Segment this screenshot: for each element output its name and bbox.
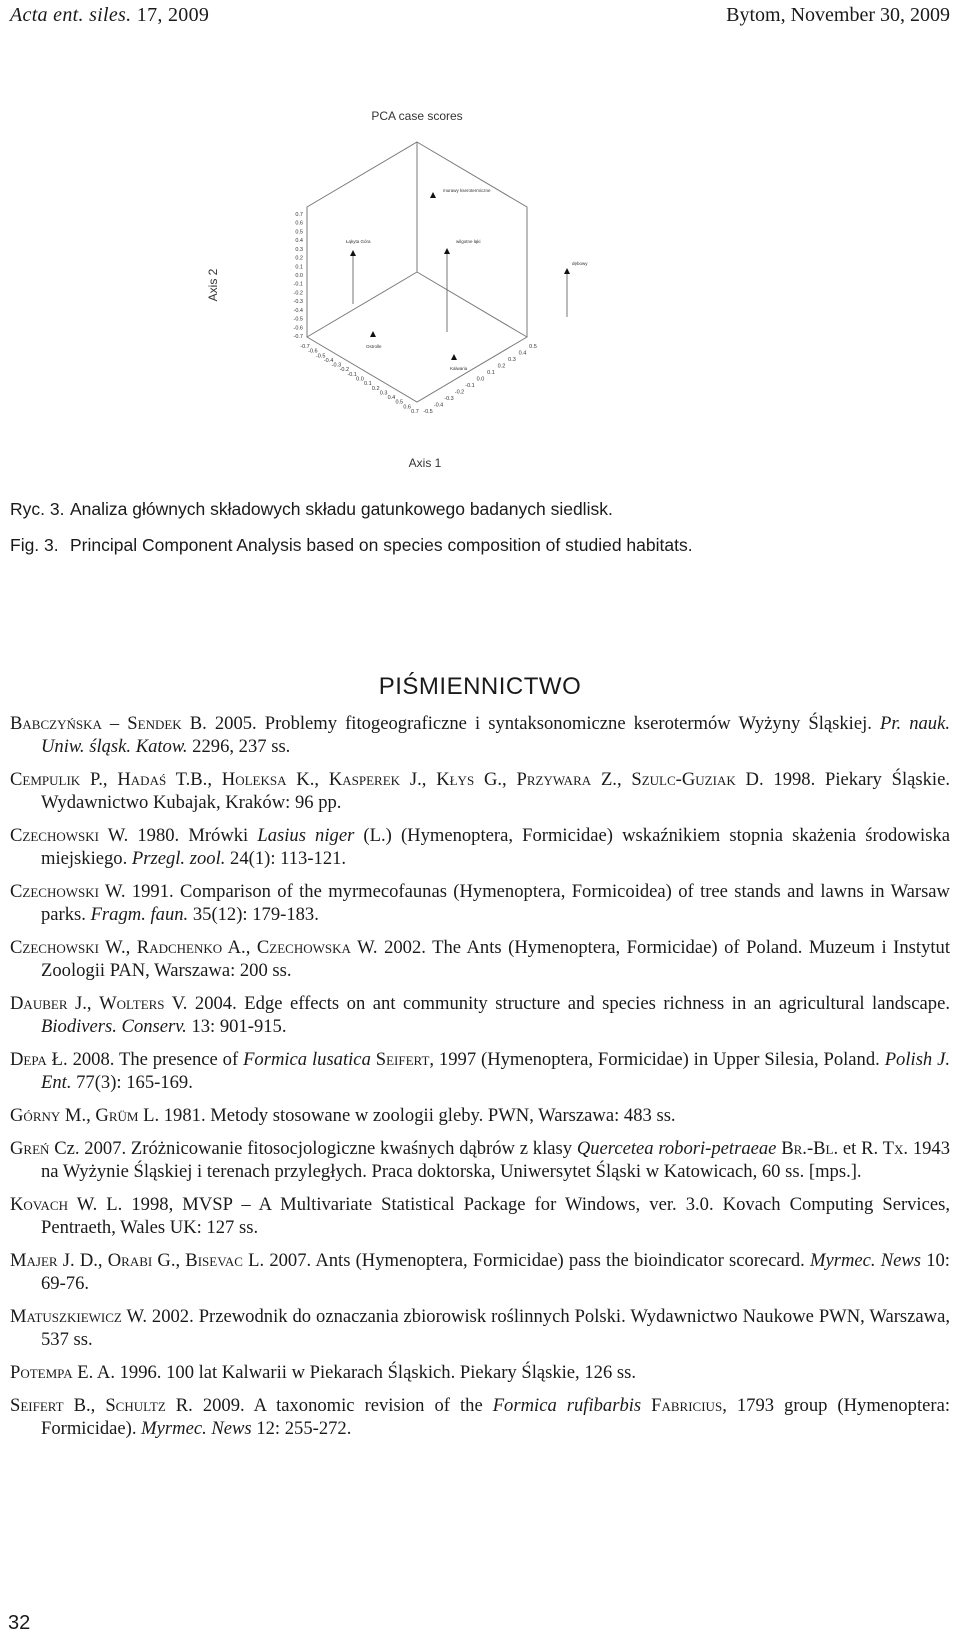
vertical-tick-labels [294, 212, 303, 340]
ref-text: T.B., [166, 769, 222, 790]
tick-label: 0.5 [295, 229, 303, 236]
ref-text: B. 2005. Problemy fitogeograficzne i syntaksonomiczne kserotermów Wyżyny Śląskiej. [181, 713, 880, 734]
reference-item [10, 936, 950, 982]
ref-text: J. D., [57, 1250, 108, 1271]
ref-text: 1943 na Wyżynie Śląskiej i terenach przyległych. Praca doktorska, Uniwersytet Śląski w Katowicach, 60 ss. [mps.]. [41, 1138, 951, 1182]
caption-pl-label: Ryc. 3. [10, 499, 65, 519]
ref-author: Matuszkiewicz [10, 1306, 122, 1327]
ref-text: D. 1998. Piekary Śląskie. Wydawnictwo Kubajak, Kraków: 96 pp. [41, 769, 950, 813]
ref-author: Babczyńska [10, 713, 102, 734]
tick-label: 0.4 [518, 350, 527, 357]
ref-author: Radchenko [136, 937, 223, 958]
caption-en-label: Fig. 3. [10, 535, 59, 555]
tick-label: 0.4 [387, 395, 396, 402]
tick-label: 0.6 [295, 220, 303, 227]
ref-italic: Biodivers. Conserv. [41, 1016, 187, 1037]
ref-author: Szulc-Guziak [631, 769, 736, 790]
ref-text: , 1793 group (Hymenoptera: Formicidae). [41, 1395, 950, 1439]
tick-label: 0.2 [497, 363, 506, 370]
tick-label: -0.2 [454, 389, 465, 396]
ref-author: Czechowski [10, 825, 99, 846]
reference-list [10, 712, 950, 1450]
ref-text: 24(1): 113-121. [225, 848, 347, 869]
ref-text: et [838, 1138, 862, 1159]
tick-label: 0.7 [411, 409, 419, 415]
tick-label: 0.1 [364, 381, 372, 388]
tick-label: 0.4 [295, 238, 303, 245]
ref-text: (L.) (Hymenoptera, Formicidae) wskaźnikiem stopnia skażenia środowiska miejskiego. [41, 825, 950, 869]
ref-text: W. 2002. The Ants (Hymenoptera, Formicidae) of Poland. Muzeum i Instytut Zoologii PAN, Warszawa: 200 ss. [41, 937, 950, 981]
ref-text: G., [474, 769, 517, 790]
right-floor-tick-labels [423, 344, 537, 415]
ref-author: Holeksa [221, 769, 287, 790]
tick-label: -0.1 [465, 383, 475, 389]
ref-author: Przywara [516, 769, 592, 790]
ref-text: Z., [591, 769, 632, 790]
ref-text: W. 1991. Comparison of the myrmecofaunas (Hymenoptera, Formicoidea) of tree stands and lawns in Warsaw parks. [41, 881, 950, 925]
tick-label: -0.6 [308, 348, 318, 355]
figure-title: PCA case scores [371, 109, 463, 123]
ref-author: Depa [10, 1049, 47, 1070]
reference-item [10, 1249, 950, 1295]
ref-author: R. Tx. [861, 1138, 909, 1159]
caption-pl-text: Analiza głównych składowych składu gatunkowego badanych siedlisk. [70, 499, 613, 519]
tick-label: -0.2 [339, 367, 350, 374]
score-marker [451, 354, 457, 360]
ref-text: W. 2002. Przewodnik do oznaczania zbiorowisk roślinnych Polski. Wydawnictwo Naukowe PWN, Warszawa, 537 ss. [41, 1306, 950, 1350]
ref-author: Seifert [10, 1395, 64, 1416]
score-label: Ostrolle [366, 344, 382, 349]
score-marker [444, 248, 450, 254]
tick-label: 0.0 [356, 376, 364, 383]
ref-italic: Polish J. Ent. [41, 1049, 951, 1093]
publication-date: Bytom, November 30, 2009 [726, 4, 950, 26]
ref-text: E. A. 1996. 100 lat Kalwarii w Piekarach Śląskich. Piekary Śląskie, 126 ss. [72, 1362, 637, 1383]
ref-text: L. 2007. Ants (Hymenoptera, Formicidae) pass the bioindicator scorecard. [242, 1250, 811, 1271]
journal-volume: 17, 2009 [136, 4, 210, 26]
ref-text: 2296, 237 ss. [187, 736, 291, 757]
tick-label: 0.2 [371, 385, 380, 392]
reference-item [10, 1048, 950, 1094]
reference-item [10, 712, 950, 758]
tick-label: -0.3 [293, 299, 303, 306]
ref-author: Majer [10, 1250, 58, 1271]
tick-label: -0.1 [347, 371, 357, 378]
journal-citation [10, 4, 209, 27]
ref-author: Fabricius [651, 1395, 723, 1416]
ref-author: Wolters [99, 993, 165, 1014]
reference-item [10, 992, 950, 1038]
ref-text: L. 1981. Metody stosowane w zoologii gleby. PWN, Warszawa: 483 ss. [138, 1105, 676, 1126]
ref-author: Kłys [436, 769, 475, 790]
tick-label: 0.6 [403, 404, 411, 411]
score-marker [370, 331, 376, 337]
ref-author: Bisevac [185, 1250, 243, 1271]
reference-item [10, 1394, 950, 1440]
tick-label: -0.4 [433, 402, 444, 409]
ref-text: W. 1980. Mrówki [98, 825, 258, 846]
ref-italic: Myrmec. News [141, 1418, 252, 1439]
ref-text: J., [67, 993, 100, 1014]
ref-italic: Formica lusatica [243, 1049, 371, 1070]
tick-label: -0.7 [293, 334, 303, 340]
ref-italic: Myrmec. News [810, 1250, 922, 1271]
caption-en [10, 535, 693, 556]
ref-italic: Formica rufibarbis [492, 1395, 642, 1416]
ref-italic: Pr. nauk. Uniw. śląsk. Katow. [41, 713, 951, 757]
ref-text: 13: 901-915. [186, 1016, 287, 1037]
cube-edge [307, 272, 417, 337]
tick-label: -0.2 [293, 290, 303, 297]
axis2-label: Axis 2 [206, 268, 220, 302]
tick-label: -0.3 [444, 396, 454, 402]
score-label: wilgotne łąki [456, 239, 481, 244]
ref-author: Czechowski [10, 881, 99, 902]
ref-text: A., [222, 937, 257, 958]
ref-text: Cz. 2007. Zróżnicowanie fitosocjologiczne kwaśnych dąbrów z klasy [49, 1138, 577, 1159]
tick-label: -0.5 [293, 316, 303, 323]
ref-text: 12: 255-272. [251, 1418, 352, 1439]
reference-item [10, 1305, 950, 1351]
tick-label: 0.1 [295, 264, 303, 271]
tick-label: 0.7 [295, 212, 303, 218]
ref-author: Orabi [107, 1250, 153, 1271]
tick-label: 0.5 [395, 399, 404, 406]
ref-text: V. 2004. Edge effects on ant community structure and species richness in an agricultural landscape. [164, 993, 950, 1014]
tick-label: -0.4 [323, 357, 334, 364]
score-label: dębowy [572, 261, 588, 266]
score-label: Łąkyta Góra [346, 239, 371, 244]
reference-item [10, 1361, 950, 1384]
tick-label: -0.6 [293, 325, 303, 332]
ref-text: , 1997 (Hymenoptera, Formicidae) in Upper Silesia, Poland. [429, 1049, 885, 1070]
ref-text: – [101, 713, 128, 734]
pca-figure [190, 100, 660, 500]
ref-author: Czechowski [10, 937, 99, 958]
ref-author: Greń [10, 1138, 50, 1159]
ref-author: Kovach [10, 1194, 68, 1215]
ref-author: Dauber [10, 993, 68, 1014]
ref-text: R. 2009. A taxonomic revision of the [165, 1395, 493, 1416]
ref-text: W., [98, 937, 137, 958]
section-title: PIŚMIENNICTWO [378, 673, 582, 700]
ref-text: W. L. 1998, MVSP – A Multivariate Statistical Package for Windows, ver. 3.0. Kovach Computing Services, Pentraeth, Wales UK: 127 ss. [41, 1194, 950, 1238]
tick-label: 0.3 [508, 357, 516, 363]
ref-text: B., [63, 1395, 106, 1416]
tick-label: -0.3 [331, 362, 342, 369]
ref-author: Górny [10, 1105, 61, 1126]
tick-label: -0.4 [293, 307, 303, 314]
caption-en-text: Principal Component Analysis based on species composition of studied habitats. [70, 535, 693, 555]
ref-author: Br.-Bl. [781, 1138, 839, 1159]
score-marker [564, 268, 570, 274]
ref-text: M., [60, 1105, 96, 1126]
tick-label: 0.2 [295, 255, 303, 262]
tick-label: -0.5 [315, 353, 326, 360]
ref-author: Seifert [375, 1049, 430, 1070]
ref-author: Kasperek [328, 769, 401, 790]
ref-text: Ł. 2008. The presence of [46, 1049, 244, 1070]
score-label: Kalwaria [450, 366, 468, 371]
score-marker [430, 192, 436, 198]
ref-italic: Quercetea robori-petraeae [576, 1138, 777, 1159]
ref-text [641, 1395, 651, 1416]
axis1-label: Axis 1 [408, 456, 442, 470]
reference-item [10, 824, 950, 870]
reference-item [10, 880, 950, 926]
tick-label: 0.3 [295, 246, 303, 253]
left-floor-tick-labels [300, 344, 419, 415]
reference-item [10, 1193, 950, 1239]
tick-label: 0.5 [529, 344, 537, 350]
page-number: 32 [8, 1612, 31, 1634]
ref-author: Sendek [127, 713, 182, 734]
ref-text: 10: 69-76. [41, 1250, 950, 1294]
reference-item [10, 1137, 950, 1183]
ref-text: P., [80, 769, 118, 790]
reference-item [10, 768, 950, 814]
tick-label: -0.7 [300, 344, 310, 350]
ref-text: G., [152, 1250, 186, 1271]
ref-author: Cempulik [10, 769, 81, 790]
ref-author: Potempa [10, 1362, 73, 1383]
ref-italic: Przegl. zool. [131, 848, 226, 869]
tick-label: -0.5 [423, 409, 433, 415]
ref-author: Grüm [95, 1105, 139, 1126]
ref-text: J., [400, 769, 437, 790]
ref-author: Hadaś [117, 769, 167, 790]
journal-name: Acta ent. siles. [10, 4, 132, 26]
caption-pl [10, 499, 613, 520]
ref-author: Czechowska [256, 937, 351, 958]
tick-label: 0.3 [379, 390, 388, 397]
ref-text: 35(12): 179-183. [188, 904, 319, 925]
tick-label: 0.0 [295, 273, 303, 279]
ref-author: Schultz [105, 1395, 166, 1416]
tick-label: 0.0 [476, 376, 485, 383]
ref-italic: Lasius niger [257, 825, 355, 846]
ref-italic: Fragm. faun. [90, 904, 189, 925]
cube-edge [417, 272, 527, 337]
tick-label: -0.1 [293, 281, 303, 288]
running-header [10, 2, 950, 30]
score-marker [350, 250, 356, 256]
tick-label: 0.1 [487, 370, 495, 376]
score-points [346, 188, 588, 371]
ref-text: 77(3): 165-169. [71, 1072, 193, 1093]
reference-item [10, 1104, 950, 1127]
score-label: murawy kserotermiczne [443, 188, 491, 193]
ref-text: K., [286, 769, 329, 790]
